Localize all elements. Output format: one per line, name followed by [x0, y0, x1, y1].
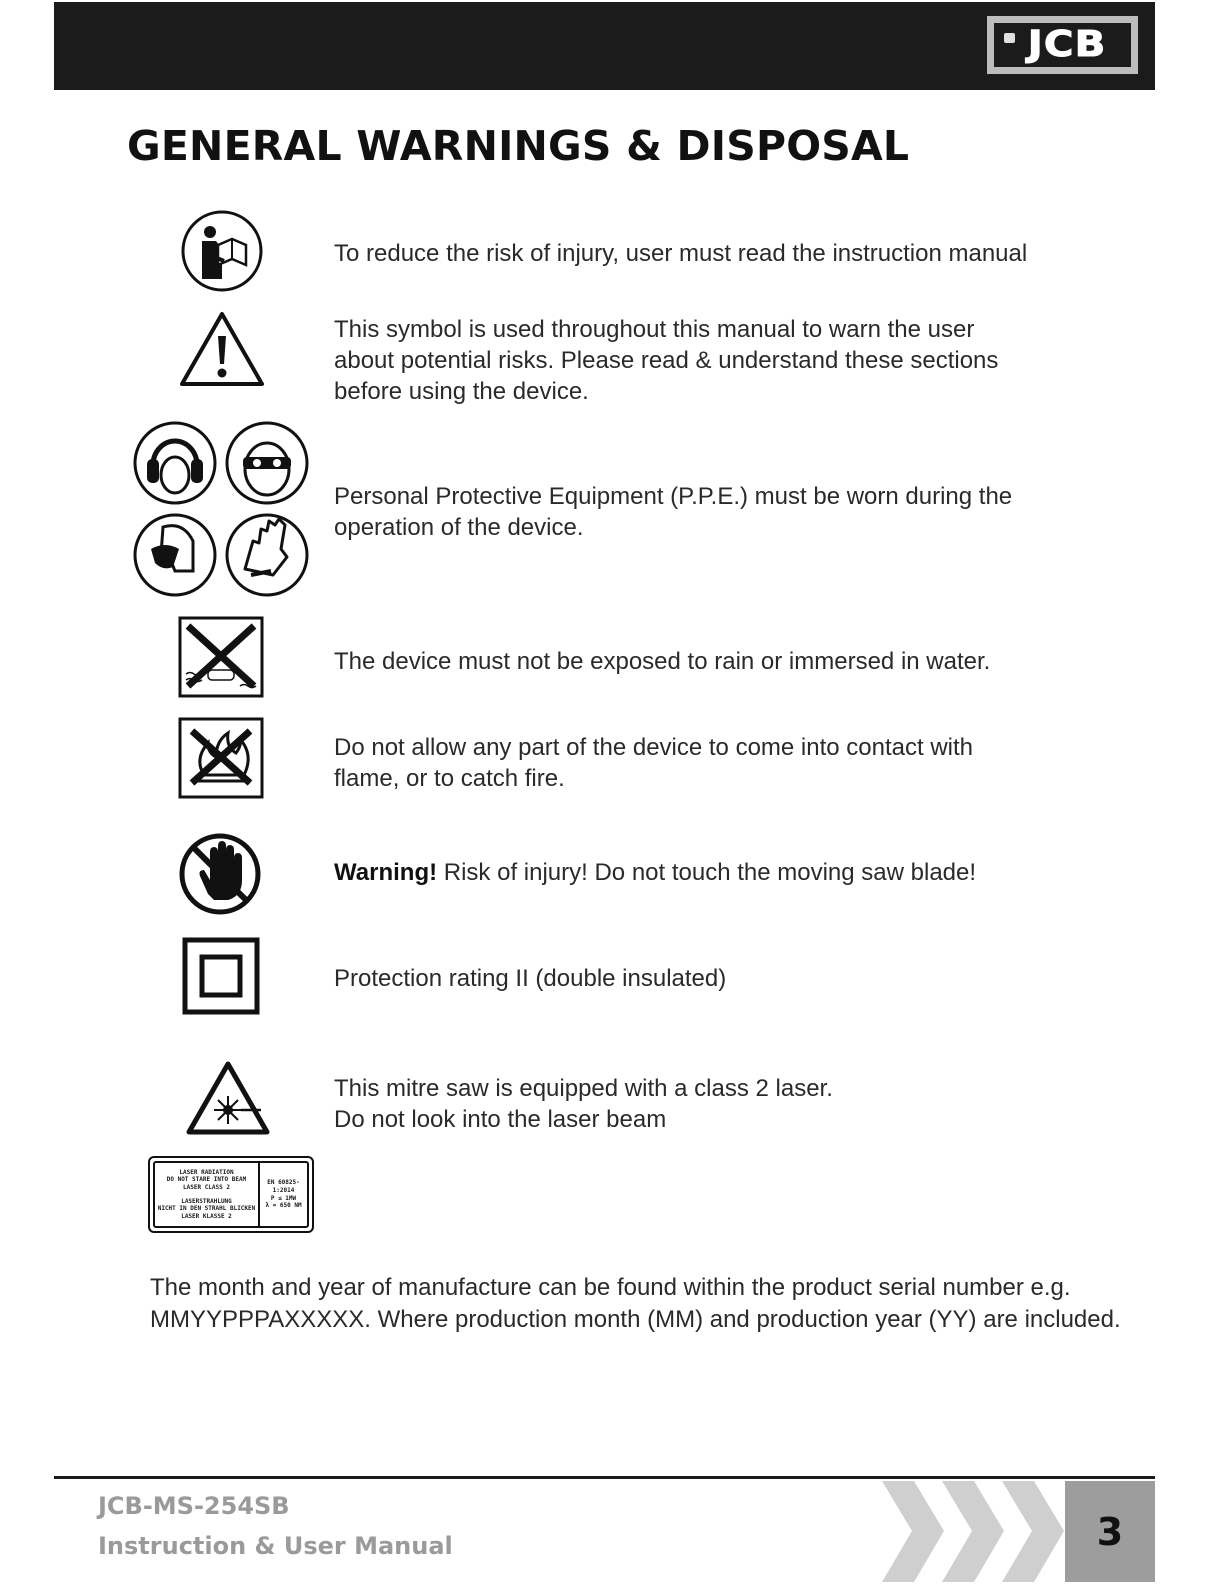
manufacture-note [150, 1272, 1121, 1336]
footer-model: JCB-MS-254SB [98, 1492, 290, 1520]
footer-rule [54, 1476, 1155, 1479]
item-line: The device must not be exposed to rain or immersed in water. [334, 648, 991, 675]
item-text-double-insulated [334, 963, 726, 994]
item-line: Personal Protective Equipment (P.P.E.) must be worn during the [334, 483, 1013, 510]
item-text-warning-symbol [334, 314, 998, 407]
footer-subtitle: Instruction & User Manual [98, 1532, 453, 1560]
item-line: Protection rating II (double insulated) [334, 965, 727, 992]
ear-protection-icon [135, 423, 215, 503]
item-text-no-fire [334, 732, 973, 794]
no-fire-icon [178, 717, 264, 799]
respirator-icon [135, 515, 215, 595]
logo-text: JCB [1028, 24, 1107, 65]
item-line: before using the device. [334, 378, 589, 405]
laser-label-line: DO NOT STARE INTO BEAM [166, 1176, 247, 1184]
double-insulated-icon [182, 937, 260, 1015]
laser-label-line: P ≤ 1MW [270, 1194, 297, 1202]
jcb-logo [987, 16, 1138, 74]
laser-label-line: LASER CLASS 2 [183, 1183, 230, 1191]
page-number-box [1065, 1481, 1155, 1582]
item-text-no-water [334, 646, 990, 677]
laser-label-line: LASERSTRAHLUNG [181, 1197, 232, 1205]
item-text-ppe [334, 481, 1012, 543]
page-title: GENERAL WARNINGS & DISPOSAL [127, 122, 910, 170]
laser-label-line: LASER KLASSE 2 [181, 1212, 232, 1220]
no-water-icon [178, 616, 264, 698]
laser-class-label [148, 1156, 314, 1233]
laser-label-line: EN 60825-1:2014 [267, 1179, 300, 1194]
item-line: Do not look into the laser beam [334, 1106, 667, 1133]
item-line: flame, or to catch fire. [334, 765, 565, 792]
laser-label-line: NICHT IN DEN STRAHL BLICKEN [157, 1205, 256, 1213]
laser-label-line: LASER RADIATION [179, 1168, 234, 1176]
eye-protection-icon [227, 423, 307, 503]
item-line: Do not allow any part of the device to come into contact with [334, 734, 974, 761]
page-number: 3 [1096, 1509, 1124, 1554]
logo-badge-icon [1004, 33, 1015, 43]
item-text-read-manual [334, 238, 1027, 269]
item-text-no-touch [334, 857, 976, 888]
item-line: This mitre saw is equipped with a class 2 laser. [334, 1075, 833, 1102]
ppe-icons [133, 421, 311, 599]
item-line: operation of the device. [334, 514, 584, 541]
item-line: about potential risks. Please read & understand these sections [334, 347, 999, 374]
warning-label: Warning! [334, 859, 438, 886]
item-text-laser [334, 1073, 833, 1135]
footer-chevrons-icon [882, 1481, 1065, 1587]
gloves-icon [227, 515, 307, 595]
laser-label-line: λ = 650 NM [265, 1202, 302, 1210]
note-line: MMYYPPPAXXXXX. Where production month (MM) and production year (YY) are included. [150, 1306, 1121, 1333]
read-manual-icon [180, 209, 264, 293]
warning-triangle-icon [178, 310, 266, 388]
item-line: This symbol is used throughout this manual to warn the user [334, 316, 975, 343]
note-line: The month and year of manufacture can be found within the product serial number e.g. [150, 1274, 1071, 1301]
item-line: To reduce the risk of injury, user must read the instruction manual [334, 240, 1028, 267]
laser-warning-icon [185, 1060, 271, 1136]
item-line: Risk of injury! Do not touch the moving saw blade! [437, 859, 977, 886]
no-touch-hand-icon [178, 832, 262, 916]
